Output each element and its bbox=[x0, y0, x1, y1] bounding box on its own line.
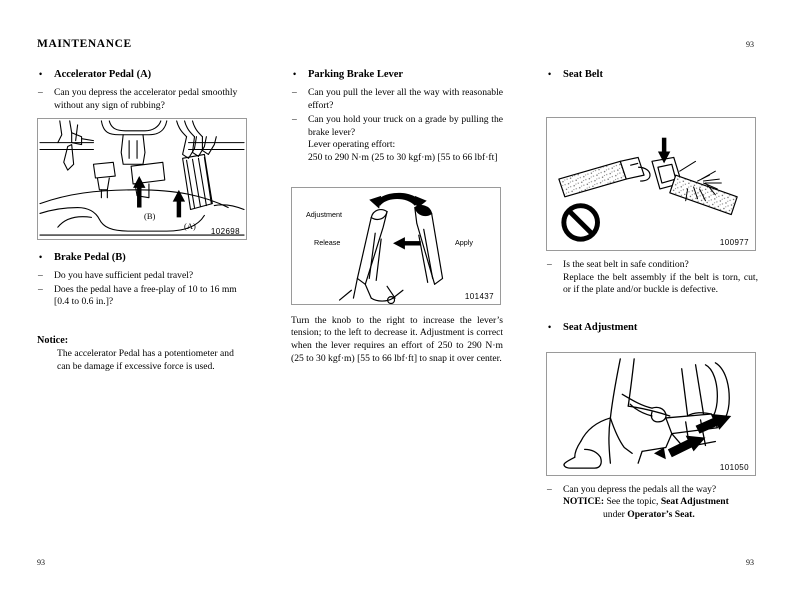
seat-adjustment-notice-line-2 bbox=[546, 509, 758, 522]
brake-check-item-1: – Do you have sufficient pedal travel? bbox=[37, 270, 249, 283]
figure-label-apply: Apply bbox=[455, 237, 473, 247]
figure-seat-adjustment bbox=[546, 352, 756, 476]
seat-belt-item-1-detail: Replace the belt assembly if the belt is torn, cut, or if the plate and/or buckle is defective. bbox=[563, 271, 758, 296]
figure-label-adjustment: Adjustment bbox=[306, 209, 342, 219]
page-number-top-right: 93 bbox=[746, 40, 754, 49]
parking-brake-item-1: – Can you pull the lever all the way with reasonable effort? bbox=[291, 87, 503, 112]
prohibition-icon bbox=[564, 206, 598, 239]
arrow-pedal-b bbox=[133, 176, 145, 207]
figure-parking-brake-lever bbox=[291, 187, 501, 305]
figure-pedals-label-b: (B) bbox=[144, 211, 156, 222]
notice-label: NOTICE: bbox=[563, 496, 605, 508]
lever-effort-label: Lever operating effort: bbox=[308, 139, 396, 151]
figure-parking-brake-id: 101437 bbox=[464, 291, 494, 301]
heading-seat-belt: • Seat Belt bbox=[546, 68, 758, 81]
heading-brake-pedal: • Brake Pedal (B) bbox=[37, 251, 249, 264]
page-header-title: MAINTENANCE bbox=[37, 38, 132, 50]
heading-seat-adjustment: • Seat Adjustment bbox=[546, 321, 758, 334]
parking-brake-paragraph: Turn the knob to the right to increase the lever’s tension; to the left to decrease it. Adjustment is correct when the lever requires an effort of 250 to 290 N·m (25 to 30 kgf·m) [55 to 66 lbf·ft] to snap it over center. bbox=[291, 314, 503, 364]
rotation-arrow bbox=[369, 192, 426, 208]
arrow-seat-travel bbox=[654, 414, 731, 459]
notice-topic-2: Operator’s Seat. bbox=[627, 509, 695, 521]
column-right bbox=[546, 68, 758, 522]
seat-adjustment-notice-line-1 bbox=[546, 496, 758, 509]
brake-check-item-2: – Does the pedal have a free-play of 10 to 16 mm [0.4 to 0.6 in.]? bbox=[37, 284, 249, 309]
notice-text-1: See the topic, bbox=[606, 496, 659, 508]
notice-body: The accelerator Pedal has a potentiometer and can be damage if excessive force is used. bbox=[57, 347, 234, 372]
column-left bbox=[37, 68, 249, 373]
figure-pedals-id: 102698 bbox=[210, 227, 240, 237]
figure-label-release: Release bbox=[314, 237, 341, 247]
figure-pedals-label-a: (A) bbox=[184, 221, 196, 232]
figure-seat-adjustment-id: 101050 bbox=[719, 462, 749, 472]
direction-arrow bbox=[393, 237, 421, 249]
figure-seat-adjustment-drawing bbox=[547, 353, 755, 475]
heading-parking-brake-lever: • Parking Brake Lever bbox=[291, 68, 503, 81]
notice-topic: Seat Adjustment bbox=[660, 496, 729, 508]
lever-effort-value: 250 to 290 N·m (25 to 30 kgf·m) [55 to 66 lbf·ft] bbox=[308, 151, 498, 163]
seat-belt-item-1: – Is the seat belt in safe condition? bbox=[546, 259, 758, 272]
figure-pedals-drawing bbox=[38, 119, 246, 239]
figure-seat-belt bbox=[546, 117, 756, 251]
column-middle bbox=[291, 68, 503, 366]
page-number-bottom-left: 93 bbox=[37, 558, 45, 567]
figure-seat-belt-id: 100977 bbox=[719, 238, 749, 247]
page-number-bottom-right: 93 bbox=[746, 558, 754, 567]
figure-seat-belt-drawing bbox=[547, 118, 755, 250]
heading-accelerator-pedal: • Accelerator Pedal (A) bbox=[37, 68, 249, 81]
figure-pedals bbox=[37, 118, 247, 240]
accelerator-check-item-1: – Can you depress the accelerator pedal smoothly without any sign of rubbing? bbox=[37, 87, 249, 112]
notice-heading: Notice: bbox=[37, 334, 69, 346]
parking-brake-item-2: – Can you hold your truck on a grade by pulling the brake lever? bbox=[291, 114, 503, 139]
seat-adjustment-item-1: – Can you depress the pedals all the way? bbox=[546, 484, 758, 497]
notice-text-2: under bbox=[603, 509, 625, 521]
